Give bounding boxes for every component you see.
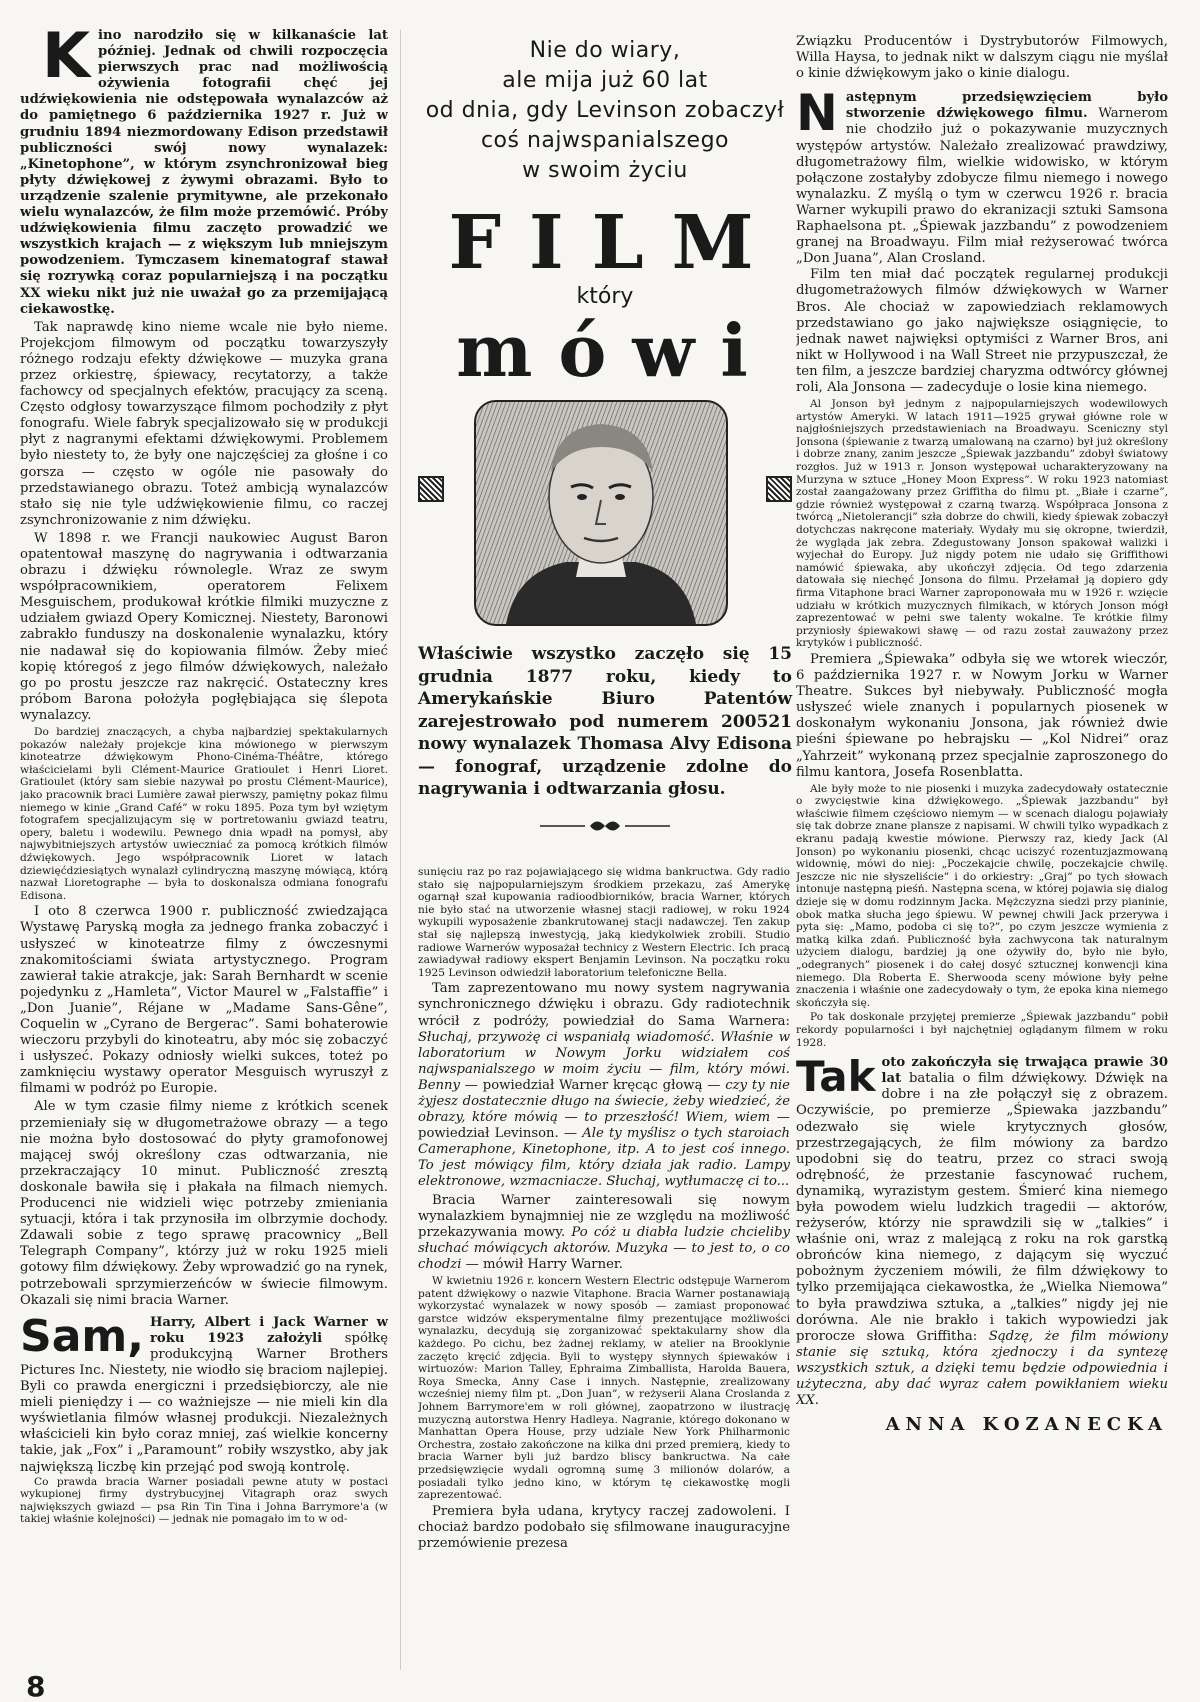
- col3-paragraph-7: [796, 1052, 1168, 1409]
- headline-subtitle: [418, 36, 792, 186]
- column-left: [20, 28, 388, 1670]
- subtitle-line: Nie do wiary,: [529, 38, 681, 63]
- col2-p3-text: Bracia Warner zainteresowali się nowym wynalazkiem bynajmniej nie ze względu na możliwość przekazywania mowy.: [418, 1192, 790, 1240]
- column-middle: [418, 866, 790, 1666]
- portrait-engraving: [474, 400, 728, 626]
- col1-paragraph-8: Co prawda bracia Warner posiadali pewne atuty w postaci wykupionej firmy dystrybucyjnej Vitagraph oraz swych największych gwiazd — psa Rin Tin Tina i Johna Barrymore'a (w takiej właśnie kolejności) — jednak nie pomagało im to w od-: [20, 1475, 388, 1526]
- col2-p2-quote: Ale ty myślisz o tych staroiach Cameraphone, Kinetophone, itp. A to jest coś innego. To jest mówiący film, który działa jak radio. Lampy elektronowe, wzmacniacze. Słuchaj, wytłumaczę ci to...: [418, 1126, 790, 1190]
- col3-paragraph-0: Związku Producentów i Dystrybutorów Filmowych, Willa Haysa, to jednak nikt w dalszym ciągu nie myślał o kinie dźwiękowym jako o kinie dialogu.: [796, 34, 1168, 82]
- col2-p3-quote: Po cóż u diabła ludzie chcieliby słuchać mówiących aktorów. Muzyka — to jest to, o co chodzi: [418, 1224, 790, 1272]
- column-right: [796, 34, 1168, 1654]
- col2-paragraph-3: [418, 1193, 790, 1273]
- col2-p3-text: — mówił Harry Warner.: [461, 1256, 623, 1272]
- col2-paragraph-1: sunięciu raz po raz pojawiającego się widma bankructwa. Gdy radio stało się najpopularniejszym środkiem przekazu, zaś Amerykę ogarnął szał kupowania radioodbiorników, bracia Warner, których nie było stać na utworzenie własnej stacji radiowej, w roku 1924 wykupili wyposażenie zbankrutowanej stacji nadawczej. Ten zakup stał się najlepszą inwestycją, jaką kiedykolwiek zrobili. Studio radiowe Warnerów wyposażał technicy z Western Electric. Ich pracą zawiadywał radiowy ekspert Benjamin Levinson. Na początku roku 1925 Levinson odwiedził laboratorium telefoniczne Bella.: [418, 866, 790, 979]
- col2-p2-quote: Słuchaj, przywożę ci wspaniałą wiadomość. Właśnie w laboratorium w Nowym Jorku widziałem coś najwspanialszego w moim życiu — film, który mówi. Benny: [418, 1029, 790, 1093]
- col1-paragraph-4: Do bardziej znaczących, a chyba najbardziej spektakularnych pokazów należały projekcje kina mówionego w pierwszym kinoteatrze dźwiękowym Phono-Cinéma-Théâtre, którego właścicielami byli Clément-Maurice Gratioulet i Henri Lioret. Gratioulet (który sam siebie nazywał po prostu Clément-Maurice), jako pracownik braci Lumière zawał pierwszy, pamiętny pokaz filmu niemego w kinie „Grand Café” w roku 1895. Poza tym był wziętym fotografem specjalizującym się w portretowaniu gwiazd teatru, opery, baletu i wodewilu. Pewnego dnia wpadł na pomysł, aby najwybitniejszych artystów uwieczniać za pomocą krótkich filmów dźwiękowych. Jego współpracownik Lioret w latach dziewięćdziesiątych wynalazł cylindryczną maszynę mówiącą, którą nazwał Lioretographe — była to doskonalsza odmiana fonografu Edisona.: [20, 726, 388, 902]
- col2-p2-text: Tam zaprezentowano mu nowy system nagrywania synchronicznego dźwięku i obrazu. Gdy radiotechnik wrócił z podróży, powiedział do Sama Warnera:: [418, 981, 790, 1029]
- sam-text: spółkę produkcyjną Warner Brothers Pictures Inc. Niestety, nie wiodło się braciom najlepiej. Byli co prawda energiczni i przedsiębiorczy, ale nie mieli pieniędzy i — co ważniejsze — nie mieli kin dla wyświetlania filmów własnej produkcji. Niezależnych właścicieli kin było coraz mniej, zaś wielkie koncerny takie, jak „Fox” i „Paramount” robiły wszystko, aby jak największą liczbę kin przejąć pod swoją kontrolę.: [20, 1330, 388, 1475]
- col3-p1-bold: astępnym przedsięwzięciem było stworzenie dźwiękowego filmu.: [845, 90, 1168, 122]
- col2-paragraph-5: Premiera była udana, krytycy raczej zadowoleni. I chociaż bardzo podobało się sfilmowane inauguracyjne przemówienie prezesa: [418, 1503, 790, 1551]
- col3-paragraph-6: Po tak doskonale przyjętej premierze „Śpiewak jazzbandu” pobił rekordy popularności i był najchętniej oglądanym filmem w roku 1928.: [796, 1011, 1168, 1049]
- col2-p2-text: — powiedział Warner kręcąc głową —: [459, 1077, 726, 1093]
- title-mowi: mówi: [456, 308, 774, 393]
- title-ktory: który: [576, 284, 634, 309]
- portrait-area: [418, 400, 792, 625]
- col3-paragraph-5: Ale były może to nie piosenki i muzyka zadecydowały ostatecznie o zwycięstwie kina dźwiękowego. „Śpiewak jazzbandu” był właściwie filmem częściowo niemym — w scenach dialogu pojawiały się tak dobrze znane plansze z napisami. W chwili tylko wypadkach z ekranu padają kwestie mówione. Pierwszy raz, kiedy Jack (Al Jonson) po wykonaniu piosenki, chcąc uciszyć rozentuzjazmowaną widownię, mówi do niej: „Poczekajcie chwilę, poczekajcie chwilę. Jeszcze nic nie słyszeliście” i do orkiestry: „Graj” po tych słowach intonuje następną pieśń. Następna scena, w której pojawia się dialog dzieje się w domu rodzinnym Jacka. Mężczyzna siedzi przy pianinie, obok matka słucha jego śpiewu. W pewnej chwili Jack przerywa i pyta się: „Mamo, podoba ci się to?”, po czym jeszcze wymienia z matką kilka zdań. Publiczność była zachwycona tak naturalnym użyciem dialogu, bardziej ją one ożywiły do, było nie było, „odegranych” piosenek i do całej dosyć sztucznej konwencji kina niemego. Dla Roberta E. Sherwooda sceny mówione były pełne znaczenia i właśnie one zadecydowały o tym, że epoka kina niemego skończyła się.: [796, 782, 1168, 1009]
- col1-paragraph-5: I oto 8 czerwca 1900 r. publiczność zwiedzająca Wystawę Paryską mogła za jednego franka zobaczyć i usłyszeć w kinoteatrze filmy z ówczesnymi znakomitościami świata artystycznego. Program zawierał takie atrakcje, jak: Sarah Bernhardt w scenie pojedynku z „Hamleta”, Victor Maurel w „Falstaffie” i „Don Juanie”, Réjane w „Madame Sans-Gêne”, Coquelin w „Cyrano de Bergerac”. Sami bohaterowie wieczoru przybyli do kinoteatru, aby móc się zobaczyć i usłyszeć. Pokazy odniosły wielki sukces, toteż po zamknięciu wystawy operator Mesguisch wyruszył z filmami w podróż po Europie.: [20, 904, 388, 1097]
- sam-bold-intro: Harry, Albert i Jack Warner w roku 1923 założyli: [149, 1314, 388, 1346]
- column-rule: [400, 30, 401, 1670]
- col2-p2-text: — powiedział Levinson. —: [418, 1110, 790, 1142]
- col3-paragraph-3: Al Jonson był jednym z najpopularniejszych wodewilowych artystów Ameryki. W latach 1911—1925 grywał główne role w najgłośniejszych przedstawieniach na Broadwayu. Sceniczny styl Jonsona (śpiewanie z twarzą umalowaną na czarno) był już określony i dobrze znany, zanim jeszcze „Śpiewak jazzbandu” zdobył światowy rozgłos. Już w 1913 r. Jonson występował ucharakteryzowany na Murzyna w sztuce „Honey Moon Express”. W roku 1923 natomiast został zaangażowany przez Griffitha do filmu pt. „Białe i czarne”, gdzie również występował z czarną twarzą. Współpraca Jonsona z twórcą „Nietolerancji” szła dobrze do chwili, kiedy śpiewak zobaczył dotychczas nakręcone materiały. Wydały mu się okropne, twierdził, że wygląda jak zebra. Zdegustowany Jonson spakował walizki i wyjechał do Europy. Już nigdy potem nie udało się Griffithowi namówić śpiewaka, aby ukończył zdjęcia. Od tego zdarzenia datowała się niechęć Jonsona do filmu. Przełamał ją dopiero gdy firma Vitaphone braci Warner zaproponowała mu w 1926 r. wzięcie udziału w krótkich muzycznych filmikach, w których Jonson mógł zaprezentować w pełni swe talenty wokalne. Te krótkie filmy przyniosły śpiewakowi sławę — od razu został zauważony przez krytyków i publiczność.: [796, 398, 1168, 650]
- ornamental-divider-icon: [418, 817, 792, 840]
- drop-cap-n: N: [796, 84, 838, 143]
- col3-p7-quote: Sądzę, że film mówiony stanie się sztuką, która zjednoczy i da syntezę wszystkich sztuk, a dzięki temu będzie odpowiednia i użyteczna, aby dać wyraz całem powikłaniem wieku XX.: [796, 1328, 1168, 1409]
- lead-paragraph: Właściwie wszystko zaczęło się 15 grudnia 1877 roku, kiedy to Amerykańskie Biuro Patentów zarejestrowało pod numerem 200521 nowy wynalazek Thomasa Alvy Edisona — fonograf, urządzenie zdolne do nagrywania i odtwarzania głosu.: [418, 644, 792, 799]
- lead-word-sam: Sam,: [20, 1310, 144, 1362]
- col1-paragraph-2: Tak naprawdę kino nieme wcale nie było nieme. Projekcjom filmowym od początku towarzyszyły różnego rodzaju efekty dźwiękowe — muzyka grana przez orkiestrę, śpiewacy, recytatorzy, a także fachowcy od specjalnych efektów, pracujący za sceną. Często odgłosy towarzyszące filmom pochodziły z płyt fonografu. Wiele fabryk specjalizowało się w produkcji płyt z nagranymi efektami dźwiękowymi. Problemem było niestety to, że były one najczęściej za głośne i co gorsza — często w ogóle nie pasowały do przedstawianego obrazu. Toteż ambicją wynalazców stało się nie tyle udźwiękowienie filmu, co raczej zsynchronizowanie z nim dźwięku.: [20, 319, 388, 528]
- edison-portrait-icon: [476, 402, 726, 624]
- ornament-right-icon: [766, 476, 792, 502]
- col1-paragraph-3: W 1898 r. we Francji naukowiec August Baron opatentował maszynę do nagrywania i odtwarzania obrazu i dźwięku równolegle. Wraz ze swym współpracownikiem, operatorem Felixem Mesguischem, produkował krótkie filmiki muzyczne z udziałem gwiazd Opery Komicznej. Niestety, Baronowi zabrakło funduszy na doskonalenie wynalazku, który nie nadawał się do kopiowania filmów. Żeby mieć kopię któregoś z jego filmów dźwiękowych, należało go po prostu jeszcze raz nakręcić. Ostateczny kres próbom Barona położyła pogłębiająca się ślepota wynalazcy.: [20, 530, 388, 723]
- col1-paragraph-1: ino narodziło się w kilkanaście lat później. Jednak od chwili rozpoczęcia pierwszych prac nad możliwością ożywienia fotografii chęć jej udźwiękowienia nie odstępowała wynalazców aż do pamiętnego 6 października 1927 r. Już w grudniu 1894 niezmordowany Edison przedstawił publiczności swój nowy wynalazek: „Kinetophone”, w którym zsynchronizował bieg płyty dźwiękowej z żywymi obrazami. Było to urządzenie szalenie prymitywne, ale przekonało wielu wynalazców, że film może przemówić. Próby udźwiękowienia filmu zaczęto prowadzić we wszystkich krajach — z większym lub mniejszym powodzeniem. Tymczasem kinematograf stawał się rozrywką coraz popularniejszą i na początku XX wieku nikt już nie uważał go za przemijającą ciekawostkę.: [20, 28, 388, 317]
- col3-paragraph-2: Film ten miał dać początek regularnej produkcji długometrażowych filmów dźwiękowych w Warner Bros. Ale chociaż w zapowiedziach reklamowych przedstawiano go jako największe osiągnięcie, to jednak nawet najwięksi optymiści z Warner Bros, ani nikt w Hollywood i na Wall Street nie przypuszczał, że ten film, a jeszcze bardziej charyzma odtwórcy głównej roli, Ala Jonsona — zadecyduje o losie kina niemego.: [796, 267, 1168, 395]
- subtitle-line: od dnia, gdy Levinson zobaczył: [425, 98, 785, 123]
- subtitle-line: ale mija już 60 lat: [502, 68, 708, 93]
- sam-paragraph: [20, 1310, 388, 1476]
- col3-paragraph-1: [796, 84, 1168, 267]
- subtitle-line: coś najwspanialszego: [480, 128, 730, 153]
- col3-paragraph-4: Premiera „Śpiewaka” odbyła się we wtorek wieczór, 6 października 1927 r. w Nowym Jorku w Warner Theatre. Sukces był niebywały. Publiczność mogła usłyszeć wiele znanych i popularnych piosenek w doskonałym wykonaniu Jonsona, jak również dwie pieśni śpiewane po hebrajsku — „Kol Nidrei” oraz „Yahrzeit” wykonaną przez specjalnie zaproszonego do filmu kantora, Josefa Rosenblatta.: [796, 651, 1168, 780]
- author-byline: ANNA KOZANECKA: [885, 1414, 1168, 1436]
- col2-paragraph-4: W kwietniu 1926 r. koncern Western Electric odstępuje Warnerom patent dźwiękowy o nazwie Vitaphone. Bracia Warner postanawiają wykorzystać wynalazek w nowy sposób — zamiast proponować garstce widzów eksperymentalne filmy prezentujące możliwości wynalazku, decydują się zorganizować spektakularny show dla każdego. Po cichu, bez żadnej reklamy, w atelier na Brooklynie zaczęto kręcić zdjęcia. Byli to występy słynnych śpiewaków i wirtuozów: Marion Talley, Ephraima Zimballista, Harolda Bauera, Roya Smecka, Anny Case i innych. Następnie, zrealizowany wcześniej niemy film pt. „Don Juan”, w reżyserii Alana Croslanda z Johnem Barrymore'em w roli głównej, zaopatrzono w ilustrację muzyczną autorstwa Henry Hadleya. Nagranie, którego dokonano w Manhattan Opera House, przy udziale New York Philharmonic Orchestra, zostało zakończone na kilka dni przed premierą, kiedy to bracia Warner byli już bardzo bliscy bankructwa. Na całe przedsięwzięcie wydali ogromną sumę 3 milionów dolarów, a posiadali tylko jedno kino, w którym tę ciekawostkę mogli zaprezentować.: [418, 1275, 790, 1502]
- headline-block: [418, 28, 792, 864]
- col2-paragraph-2: [418, 981, 790, 1190]
- col3-p7-bold: oto zakończyła się trwająca prawie 30 lat: [881, 1055, 1168, 1087]
- col3-p7-text: batalia o film dźwiękowy. Dźwięk na dobre i na złe połączył się z obrazem. Oczywiście, po premierze „Śpiewaka jazzbandu” odezwało się wiele krytycznych głosów, przestrzegających, że film mówiony za bardzo upodobni się do teatru, przez co straci swoją odrębność, że przestanie fascynować ruchem, dynamiką, wyrazistym gestem. Śmierć kina niemego była powodem wielu ludzkich tragedii — aktorów, reżyserów, którzy nie sprawdzili się w „talkies” i właśnie oni, wraz z malejącą z roku na rok garstką obrońców kina niemego, z dającym się wyczuć pobożnym życzeniem mówili, że film dźwiękowy to tylko przemijająca ciekawostka, że „Wielka Niemowa” to była prawdziwa sztuka, a „talkies” nigdy jej nie dorówna. Ale nie brakło i takich wypowiedzi jak proroczе słowa Griffitha:: [796, 1071, 1168, 1344]
- page-number: 8: [26, 1670, 46, 1702]
- col3-p1-text: Warnerom nie chodziło już o pokazywanie muzycznych występów artystów. Należało zrealizować prawdziwy, długometrażowy film, wielkie widowisko, w którym połączone zostałyby zdobycze filmu niemego i nowego wynalazku. Z myślą o tym w czerwcu 1926 r. bracia Warner wykupili prawo do ekranizacji sztuki Samsona Raphaelsona pt. „Śpiewak jazzbandu” z powodzeniem granej na Broadwayu. Film miał reżyserować twórca „Don Juana”, Alan Crosland.: [796, 106, 1168, 267]
- col1-paragraph-6: Ale w tym czasie filmy nieme z krótkich scenek przemieniały się w długometrażowe obrazy — a tego nie można było dostosować do płyty gramofonowej mającej swój określony czas odtwarzania, nie przekraczający 10 minut. Publiczność zresztą doskonale bawiła się i płakała na filmach niemych. Producenci nie widzieli więc potrzeby zmieniania sytuacji, która i tak przynosiła im olbrzymie dochody. Zdawali sobie z tego sprawę pracownicy „Bell Telegraph Company”, którzy już w roku 1925 mieli gotowy film dźwiękowy. Żeby wprowadzić go na rynek, potrzebowali sprzymierzeńców w świecie filmowym. Okazali się nimi bracia Warner.: [20, 1099, 388, 1308]
- subtitle-line: w swoim życiu: [522, 158, 688, 183]
- lead-word-tak: Tak: [796, 1052, 876, 1102]
- drop-cap-k: K: [42, 28, 91, 92]
- title-film: FILM: [448, 200, 782, 286]
- ornament-left-icon: [418, 476, 444, 502]
- col2-p2-quote: czy ty nie żyjesz dostatecznie długo na świecie, żeby wiedzieć, że obrazy, które mówią — to przeszłość! Wiem, wiem: [418, 1077, 790, 1126]
